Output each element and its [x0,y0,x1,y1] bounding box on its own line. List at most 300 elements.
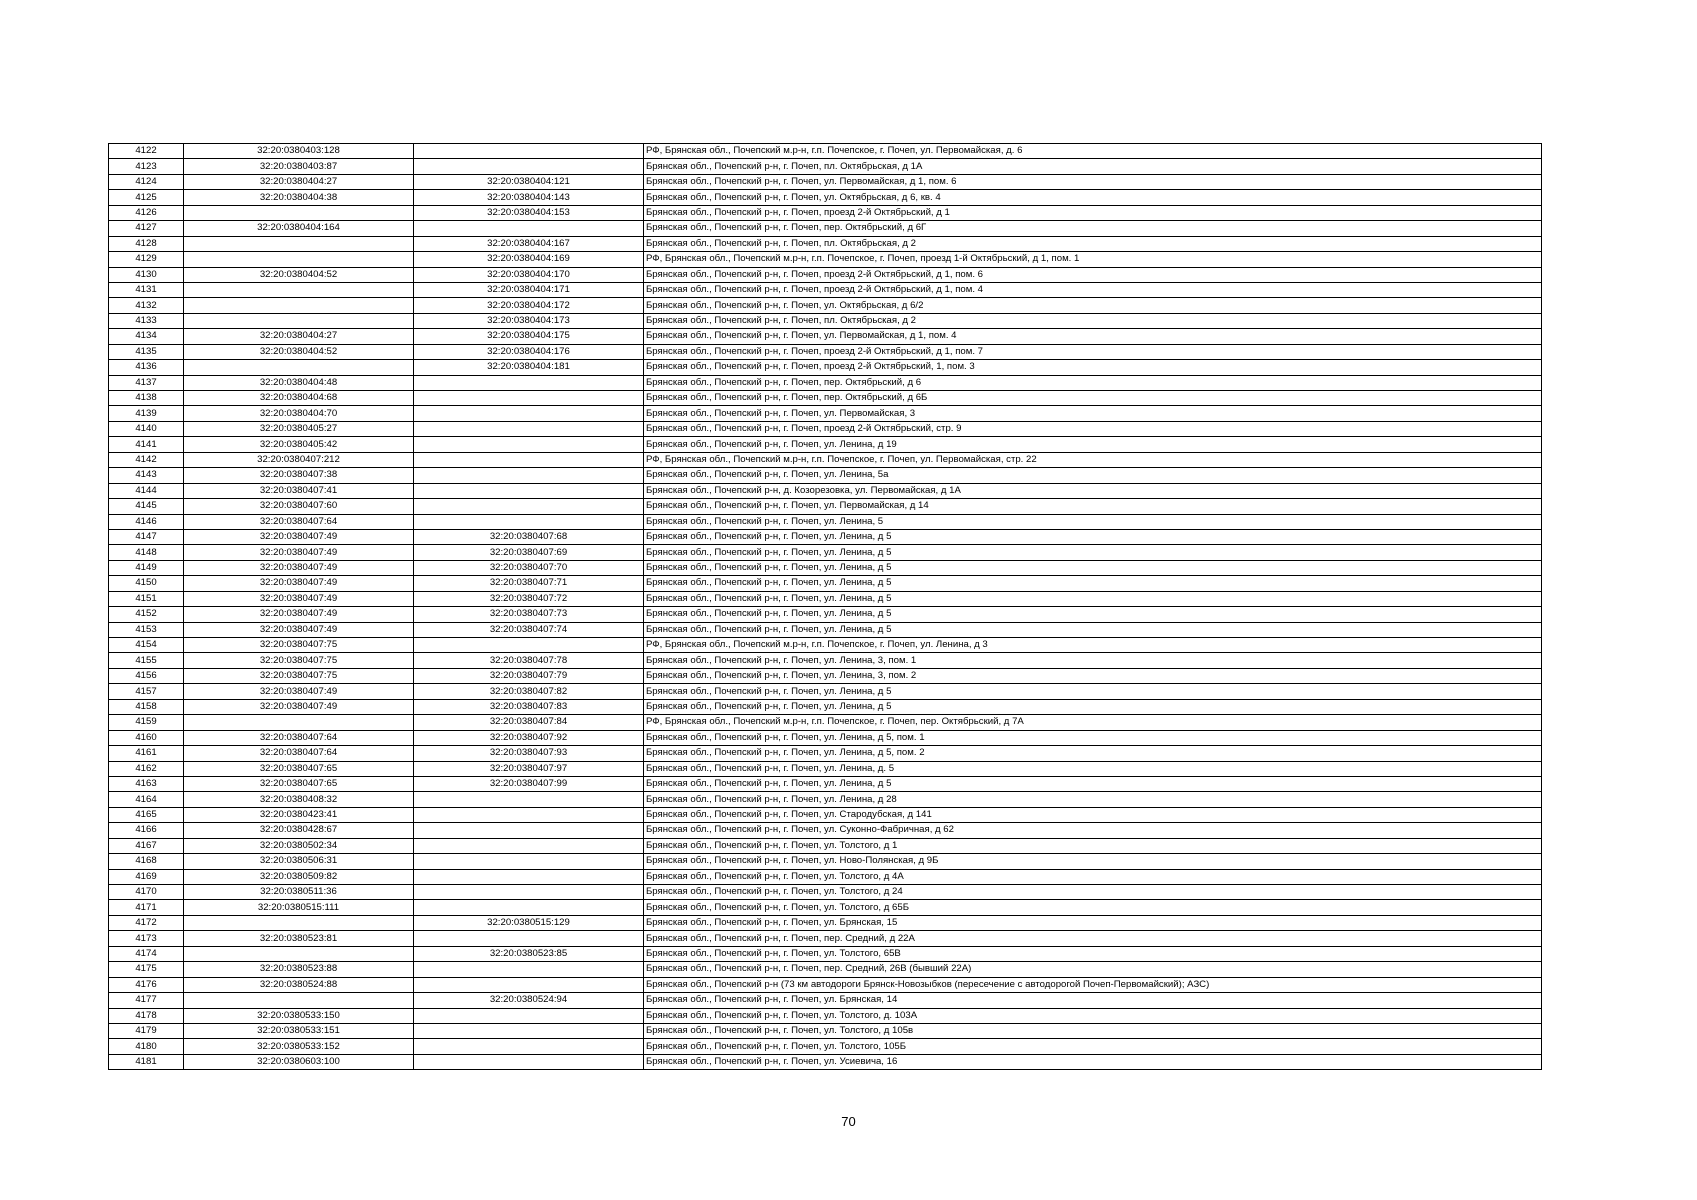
table-row [109,591,1542,606]
row-number-cell: 4134 [109,329,184,344]
row-number-cell: 4127 [109,221,184,236]
object-cadastral-number-cell [414,144,644,159]
address-cell: РФ, Брянская обл., Почепский м.р-н, г.п. Почепское, г. Почеп, проезд 1-й Октябрьский, д 1, пом. 1 [644,252,1542,267]
row-number-cell: 4173 [109,931,184,946]
address-cell: Брянская обл., Почепский р-н, г. Почеп, ул. Октябрьская, д 6/2 [644,298,1542,313]
address-cell: Брянская обл., Почепский р-н, г. Почеп, пер. Октябрьский, д 6Б [644,391,1542,406]
cadastral-number-cell [184,282,414,297]
object-cadastral-number-cell [414,159,644,174]
cadastral-number-cell [184,313,414,328]
page-number: 70 [841,1114,856,1129]
table-row [109,715,1542,730]
row-number-cell: 4124 [109,174,184,189]
row-number-cell: 4128 [109,236,184,251]
object-cadastral-number-cell: 32:20:0380404:169 [414,252,644,267]
row-number-cell: 4177 [109,993,184,1008]
address-cell: Брянская обл., Почепский р-н, г. Почеп, проезд 2-й Октябрьский, д 1, пом. 4 [644,282,1542,297]
address-cell: Брянская обл., Почепский р-н, г. Почеп, ул. Стародубская, д 141 [644,807,1542,822]
object-cadastral-number-cell: 32:20:0380407:84 [414,715,644,730]
table-row [109,360,1542,375]
row-number-cell: 4150 [109,576,184,591]
object-cadastral-number-cell [414,391,644,406]
address-cell: Брянская обл., Почепский р-н, г. Почеп, ул. Толстого, 105Б [644,1039,1542,1054]
address-cell: Брянская обл., Почепский р-н, г. Почеп, ул. Ленина, 3, пом. 2 [644,668,1542,683]
table-row [109,638,1542,653]
cadastral-table-body [109,144,1542,1070]
row-number-cell: 4174 [109,946,184,961]
address-cell: Брянская обл., Почепский р-н, г. Почеп, проезд 2-й Октябрьский, д 1 [644,205,1542,220]
object-cadastral-number-cell: 32:20:0380404:143 [414,190,644,205]
cadastral-number-cell: 32:20:0380533:151 [184,1023,414,1038]
row-number-cell: 4176 [109,977,184,992]
row-number-cell: 4123 [109,159,184,174]
table-row [109,885,1542,900]
table-row [109,221,1542,236]
cadastral-number-cell: 32:20:0380407:49 [184,576,414,591]
table-row [109,267,1542,282]
row-number-cell: 4161 [109,746,184,761]
cadastral-number-cell: 32:20:0380407:75 [184,638,414,653]
table-row [109,190,1542,205]
row-number-cell: 4129 [109,252,184,267]
table-row [109,174,1542,189]
cadastral-number-cell: 32:20:0380407:49 [184,560,414,575]
table-row [109,962,1542,977]
object-cadastral-number-cell [414,468,644,483]
address-cell: Брянская обл., Почепский р-н, г. Почеп, ул. Октябрьская, д 6, кв. 4 [644,190,1542,205]
table-row [109,622,1542,637]
address-cell: Брянская обл., Почепский р-н, г. Почеп, ул. Ленина, д 5 [644,529,1542,544]
address-cell: Брянская обл., Почепский р-н, г. Почеп, пер. Средний, 26В (бывший 22А) [644,962,1542,977]
object-cadastral-number-cell: 32:20:0380407:71 [414,576,644,591]
cadastral-number-cell: 32:20:0380407:49 [184,622,414,637]
row-number-cell: 4148 [109,545,184,560]
cadastral-number-cell: 32:20:0380407:65 [184,776,414,791]
cadastral-number-cell: 32:20:0380523:81 [184,931,414,946]
object-cadastral-number-cell: 32:20:0380407:92 [414,730,644,745]
address-cell: Брянская обл., Почепский р-н, г. Почеп, пер. Средний, д 22А [644,931,1542,946]
address-cell: Брянская обл., Почепский р-н, г. Почеп, проезд 2-й Октябрьский, д 1, пом. 6 [644,267,1542,282]
row-number-cell: 4154 [109,638,184,653]
object-cadastral-number-cell [414,838,644,853]
row-number-cell: 4146 [109,514,184,529]
object-cadastral-number-cell [414,421,644,436]
cadastral-number-cell: 32:20:0380407:41 [184,483,414,498]
address-cell: Брянская обл., Почепский р-н, г. Почеп, ул. Толстого, 65В [644,946,1542,961]
row-number-cell: 4169 [109,869,184,884]
address-cell: Брянская обл., Почепский р-н, г. Почеп, ул. Первомайская, 3 [644,406,1542,421]
address-cell: Брянская обл., Почепский р-н, г. Почеп, ул. Толстого, д 65Б [644,900,1542,915]
cadastral-number-cell: 32:20:0380407:49 [184,545,414,560]
address-cell: Брянская обл., Почепский р-н, г. Почеп, проезд 2-й Октябрьский, д 1, пом. 7 [644,344,1542,359]
address-cell: Брянская обл., Почепский р-н, г. Почеп, пл. Октябрьская, д 1А [644,159,1542,174]
table-row [109,514,1542,529]
row-number-cell: 4178 [109,1008,184,1023]
cadastral-number-cell: 32:20:0380407:75 [184,653,414,668]
object-cadastral-number-cell [414,1039,644,1054]
table-row [109,576,1542,591]
cadastral-number-cell [184,236,414,251]
object-cadastral-number-cell [414,452,644,467]
address-cell: Брянская обл., Почепский р-н, г. Почеп, ул. Усиевича, 16 [644,1054,1542,1069]
row-number-cell: 4143 [109,468,184,483]
address-cell: Брянская обл., Почепский р-н, г. Почеп, ул. Ленина, 5а [644,468,1542,483]
table-row [109,746,1542,761]
table-row [109,329,1542,344]
object-cadastral-number-cell: 32:20:0380407:93 [414,746,644,761]
row-number-cell: 4125 [109,190,184,205]
table-row [109,344,1542,359]
row-number-cell: 4163 [109,776,184,791]
table-row [109,699,1542,714]
row-number-cell: 4141 [109,437,184,452]
cadastral-number-cell: 32:20:0380404:27 [184,174,414,189]
table-row [109,560,1542,575]
address-cell: Брянская обл., Почепский р-н, д. Козорезовка, ул. Первомайская, д 1А [644,483,1542,498]
table-row [109,252,1542,267]
row-number-cell: 4137 [109,375,184,390]
object-cadastral-number-cell: 32:20:0380407:99 [414,776,644,791]
cadastral-number-cell: 32:20:0380502:34 [184,838,414,853]
table-row [109,730,1542,745]
cadastral-number-cell: 32:20:0380407:64 [184,746,414,761]
row-number-cell: 4155 [109,653,184,668]
object-cadastral-number-cell: 32:20:0380404:173 [414,313,644,328]
row-number-cell: 4180 [109,1039,184,1054]
row-number-cell: 4139 [109,406,184,421]
cadastral-number-cell: 32:20:0380428:67 [184,823,414,838]
cadastral-number-cell [184,993,414,1008]
object-cadastral-number-cell: 32:20:0380407:69 [414,545,644,560]
table-row [109,421,1542,436]
address-cell: Брянская обл., Почепский р-н, г. Почеп, ул. Ново-Полянская, д 9Б [644,854,1542,869]
address-cell: Брянская обл., Почепский р-н, г. Почеп, ул. Ленина, д 5 [644,576,1542,591]
object-cadastral-number-cell [414,1008,644,1023]
object-cadastral-number-cell [414,807,644,822]
object-cadastral-number-cell [414,437,644,452]
table-row [109,1039,1542,1054]
cadastral-number-cell: 32:20:0380523:88 [184,962,414,977]
table-row [109,313,1542,328]
row-number-cell: 4158 [109,699,184,714]
row-number-cell: 4147 [109,529,184,544]
row-number-cell: 4136 [109,360,184,375]
object-cadastral-number-cell: 32:20:0380407:79 [414,668,644,683]
table-row [109,838,1542,853]
row-number-cell: 4165 [109,807,184,822]
address-cell: РФ, Брянская обл., Почепский м.р-н, г.п. Почепское, г. Почеп, ул. Первомайская, д. 6 [644,144,1542,159]
cadastral-number-cell: 32:20:0380405:42 [184,437,414,452]
row-number-cell: 4166 [109,823,184,838]
cadastral-number-cell [184,715,414,730]
cadastral-number-cell: 32:20:0380405:27 [184,421,414,436]
row-number-cell: 4157 [109,684,184,699]
address-cell: Брянская обл., Почепский р-н, г. Почеп, ул. Ленина, д 5 [644,699,1542,714]
cadastral-table [108,143,1542,1070]
table-row [109,792,1542,807]
cadastral-number-cell: 32:20:0380511:36 [184,885,414,900]
row-number-cell: 4138 [109,391,184,406]
row-number-cell: 4144 [109,483,184,498]
address-cell: Брянская обл., Почепский р-н, г. Почеп, ул. Ленина, д 5, пом. 2 [644,746,1542,761]
object-cadastral-number-cell [414,375,644,390]
object-cadastral-number-cell [414,221,644,236]
object-cadastral-number-cell: 32:20:0380407:74 [414,622,644,637]
table-row [109,1023,1542,1038]
cadastral-number-cell: 32:20:0380515:111 [184,900,414,915]
address-cell: Брянская обл., Почепский р-н, г. Почеп, ул. Ленина, д 5 [644,684,1542,699]
object-cadastral-number-cell [414,885,644,900]
address-cell: Брянская обл., Почепский р-н, г. Почеп, пер. Октябрьский, д 6Г [644,221,1542,236]
address-cell: Брянская обл., Почепский р-н, г. Почеп, ул. Ленина, д 5 [644,545,1542,560]
table-row [109,915,1542,930]
cadastral-number-cell: 32:20:0380407:64 [184,730,414,745]
object-cadastral-number-cell: 32:20:0380404:167 [414,236,644,251]
address-cell: Брянская обл., Почепский р-н, г. Почеп, проезд 2-й Октябрьский, 1, пом. 3 [644,360,1542,375]
cadastral-number-cell [184,298,414,313]
address-cell: Брянская обл., Почепский р-н, г. Почеп, пл. Октябрьская, д 2 [644,236,1542,251]
address-cell: Брянская обл., Почепский р-н, г. Почеп, ул. Толстого, д 24 [644,885,1542,900]
address-cell: РФ, Брянская обл., Почепский м.р-н, г.п. Почепское, г. Почеп, ул. Первомайская, стр. 22 [644,452,1542,467]
address-cell: Брянская обл., Почепский р-н, г. Почеп, ул. Брянская, 15 [644,915,1542,930]
cadastral-number-cell: 32:20:0380408:32 [184,792,414,807]
cadastral-number-cell: 32:20:0380407:49 [184,684,414,699]
row-number-cell: 4164 [109,792,184,807]
table-row [109,159,1542,174]
table-row [109,282,1542,297]
cadastral-number-cell [184,252,414,267]
row-number-cell: 4126 [109,205,184,220]
address-cell: Брянская обл., Почепский р-н, г. Почеп, ул. Суконно-Фабричная, д 62 [644,823,1542,838]
table-row [109,483,1542,498]
table-row [109,298,1542,313]
object-cadastral-number-cell [414,483,644,498]
object-cadastral-number-cell: 32:20:0380515:129 [414,915,644,930]
row-number-cell: 4160 [109,730,184,745]
cadastral-number-cell [184,915,414,930]
address-cell: РФ, Брянская обл., Почепский м.р-н, г.п. Почепское, г. Почеп, пер. Октябрьский, д 7А [644,715,1542,730]
cadastral-number-cell: 32:20:0380404:27 [184,329,414,344]
address-cell: Брянская обл., Почепский р-н, г. Почеп, ул. Брянская, 14 [644,993,1542,1008]
table-row [109,205,1542,220]
table-row [109,776,1542,791]
cadastral-number-cell: 32:20:0380603:100 [184,1054,414,1069]
table-row [109,854,1542,869]
row-number-cell: 4168 [109,854,184,869]
row-number-cell: 4152 [109,607,184,622]
row-number-cell: 4156 [109,668,184,683]
object-cadastral-number-cell: 32:20:0380407:72 [414,591,644,606]
cadastral-number-cell: 32:20:0380404:48 [184,375,414,390]
table-row [109,900,1542,915]
cadastral-number-cell: 32:20:0380407:64 [184,514,414,529]
row-number-cell: 4172 [109,915,184,930]
object-cadastral-number-cell: 32:20:0380407:82 [414,684,644,699]
table-row [109,236,1542,251]
table-row [109,931,1542,946]
cadastral-number-cell: 32:20:0380407:49 [184,607,414,622]
row-number-cell: 4145 [109,499,184,514]
table-row [109,607,1542,622]
object-cadastral-number-cell [414,1054,644,1069]
address-cell: Брянская обл., Почепский р-н, г. Почеп, ул. Ленина, д 19 [644,437,1542,452]
table-row [109,869,1542,884]
cadastral-number-cell: 32:20:0380404:68 [184,391,414,406]
object-cadastral-number-cell [414,931,644,946]
cadastral-number-cell: 32:20:0380404:52 [184,344,414,359]
table-row [109,144,1542,159]
object-cadastral-number-cell [414,823,644,838]
row-number-cell: 4171 [109,900,184,915]
object-cadastral-number-cell: 32:20:0380404:170 [414,267,644,282]
cadastral-number-cell: 32:20:0380407:49 [184,699,414,714]
table-row [109,437,1542,452]
object-cadastral-number-cell: 32:20:0380524:94 [414,993,644,1008]
row-number-cell: 4122 [109,144,184,159]
object-cadastral-number-cell [414,962,644,977]
address-cell: Брянская обл., Почепский р-н, г. Почеп, ул. Ленина, д 5 [644,622,1542,637]
address-cell: Брянская обл., Почепский р-н, г. Почеп, ул. Ленина, 5 [644,514,1542,529]
table-row [109,977,1542,992]
object-cadastral-number-cell [414,499,644,514]
address-cell: Брянская обл., Почепский р-н, г. Почеп, ул. Толстого, д 1 [644,838,1542,853]
table-row [109,946,1542,961]
object-cadastral-number-cell: 32:20:0380407:73 [414,607,644,622]
address-cell: Брянская обл., Почепский р-н, г. Почеп, ул. Толстого, д 4А [644,869,1542,884]
cadastral-number-cell: 32:20:0380524:88 [184,977,414,992]
cadastral-number-cell: 32:20:0380403:128 [184,144,414,159]
row-number-cell: 4175 [109,962,184,977]
row-number-cell: 4133 [109,313,184,328]
cadastral-number-cell [184,946,414,961]
address-cell: Брянская обл., Почепский р-н, г. Почеп, ул. Ленина, д 28 [644,792,1542,807]
row-number-cell: 4159 [109,715,184,730]
object-cadastral-number-cell: 32:20:0380407:70 [414,560,644,575]
row-number-cell: 4140 [109,421,184,436]
object-cadastral-number-cell: 32:20:0380404:181 [414,360,644,375]
address-cell: Брянская обл., Почепский р-н, г. Почеп, ул. Первомайская, д 1, пом. 4 [644,329,1542,344]
cadastral-number-cell: 32:20:0380423:41 [184,807,414,822]
object-cadastral-number-cell [414,977,644,992]
address-cell: Брянская обл., Почепский р-н, г. Почеп, ул. Первомайская, д 14 [644,499,1542,514]
table-row [109,545,1542,560]
table-row [109,391,1542,406]
cadastral-number-cell [184,360,414,375]
row-number-cell: 4149 [109,560,184,575]
address-cell: Брянская обл., Почепский р-н, г. Почеп, ул. Ленина, 3, пом. 1 [644,653,1542,668]
cadastral-number-cell: 32:20:0380404:164 [184,221,414,236]
address-cell: Брянская обл., Почепский р-н, г. Почеп, ул. Ленина, д 5 [644,607,1542,622]
address-cell: Брянская обл., Почепский р-н, г. Почеп, проезд 2-й Октябрьский, стр. 9 [644,421,1542,436]
cadastral-number-cell: 32:20:0380404:38 [184,190,414,205]
address-cell: Брянская обл., Почепский р-н, г. Почеп, ул. Ленина, д 5 [644,591,1542,606]
table-row [109,1008,1542,1023]
object-cadastral-number-cell [414,900,644,915]
object-cadastral-number-cell: 32:20:0380404:171 [414,282,644,297]
row-number-cell: 4135 [109,344,184,359]
table-row [109,668,1542,683]
cadastral-number-cell: 32:20:0380404:52 [184,267,414,282]
cadastral-number-cell: 32:20:0380407:49 [184,591,414,606]
table-row [109,993,1542,1008]
address-cell: Брянская обл., Почепский р-н, г. Почеп, ул. Ленина, д 5, пом. 1 [644,730,1542,745]
address-cell: Брянская обл., Почепский р-н, г. Почеп, ул. Ленина, д. 5 [644,761,1542,776]
object-cadastral-number-cell: 32:20:0380407:83 [414,699,644,714]
address-cell: Брянская обл., Почепский р-н, г. Почеп, пл. Октябрьская, д 2 [644,313,1542,328]
table-row [109,529,1542,544]
cadastral-number-cell: 32:20:0380407:49 [184,529,414,544]
object-cadastral-number-cell: 32:20:0380523:85 [414,946,644,961]
row-number-cell: 4167 [109,838,184,853]
object-cadastral-number-cell [414,869,644,884]
object-cadastral-number-cell: 32:20:0380404:153 [414,205,644,220]
object-cadastral-number-cell: 32:20:0380404:176 [414,344,644,359]
cadastral-number-cell: 32:20:0380506:31 [184,854,414,869]
cadastral-number-cell: 32:20:0380533:152 [184,1039,414,1054]
table-row [109,684,1542,699]
address-cell: Брянская обл., Почепский р-н (73 км автодороги Брянск-Новозыбков (пересечение с автодорогой Почеп-Первомайский); АЗС) [644,977,1542,992]
cadastral-number-cell [184,205,414,220]
cadastral-number-cell: 32:20:0380407:38 [184,468,414,483]
object-cadastral-number-cell: 32:20:0380407:68 [414,529,644,544]
cadastral-number-cell: 32:20:0380407:65 [184,761,414,776]
object-cadastral-number-cell [414,406,644,421]
row-number-cell: 4170 [109,885,184,900]
object-cadastral-number-cell: 32:20:0380404:172 [414,298,644,313]
address-cell: Брянская обл., Почепский р-н, г. Почеп, ул. Толстого, д. 103А [644,1008,1542,1023]
table-row [109,406,1542,421]
object-cadastral-number-cell [414,854,644,869]
row-number-cell: 4130 [109,267,184,282]
table-row [109,468,1542,483]
row-number-cell: 4179 [109,1023,184,1038]
cadastral-number-cell: 32:20:0380403:87 [184,159,414,174]
address-cell: РФ, Брянская обл., Почепский м.р-н, г.п. Почепское, г. Почеп, ул. Ленина, д 3 [644,638,1542,653]
table-row [109,1054,1542,1069]
cadastral-number-cell: 32:20:0380404:70 [184,406,414,421]
row-number-cell: 4162 [109,761,184,776]
cadastral-number-cell: 32:20:0380407:60 [184,499,414,514]
object-cadastral-number-cell: 32:20:0380407:78 [414,653,644,668]
row-number-cell: 4142 [109,452,184,467]
address-cell: Брянская обл., Почепский р-н, г. Почеп, пер. Октябрьский, д 6 [644,375,1542,390]
table-row [109,807,1542,822]
object-cadastral-number-cell: 32:20:0380404:175 [414,329,644,344]
cadastral-number-cell: 32:20:0380533:150 [184,1008,414,1023]
object-cadastral-number-cell [414,1023,644,1038]
row-number-cell: 4153 [109,622,184,637]
table-row [109,653,1542,668]
address-cell: Брянская обл., Почепский р-н, г. Почеп, ул. Ленина, д 5 [644,560,1542,575]
object-cadastral-number-cell [414,792,644,807]
object-cadastral-number-cell: 32:20:0380407:97 [414,761,644,776]
row-number-cell: 4131 [109,282,184,297]
table-row [109,823,1542,838]
cadastral-number-cell: 32:20:0380407:212 [184,452,414,467]
object-cadastral-number-cell [414,638,644,653]
cadastral-number-cell: 32:20:0380509:82 [184,869,414,884]
cadastral-number-cell: 32:20:0380407:75 [184,668,414,683]
row-number-cell: 4151 [109,591,184,606]
row-number-cell: 4181 [109,1054,184,1069]
object-cadastral-number-cell: 32:20:0380404:121 [414,174,644,189]
table-row [109,499,1542,514]
address-cell: Брянская обл., Почепский р-н, г. Почеп, ул. Толстого, д 105в [644,1023,1542,1038]
row-number-cell: 4132 [109,298,184,313]
address-cell: Брянская обл., Почепский р-н, г. Почеп, ул. Ленина, д 5 [644,776,1542,791]
table-row [109,375,1542,390]
object-cadastral-number-cell [414,514,644,529]
